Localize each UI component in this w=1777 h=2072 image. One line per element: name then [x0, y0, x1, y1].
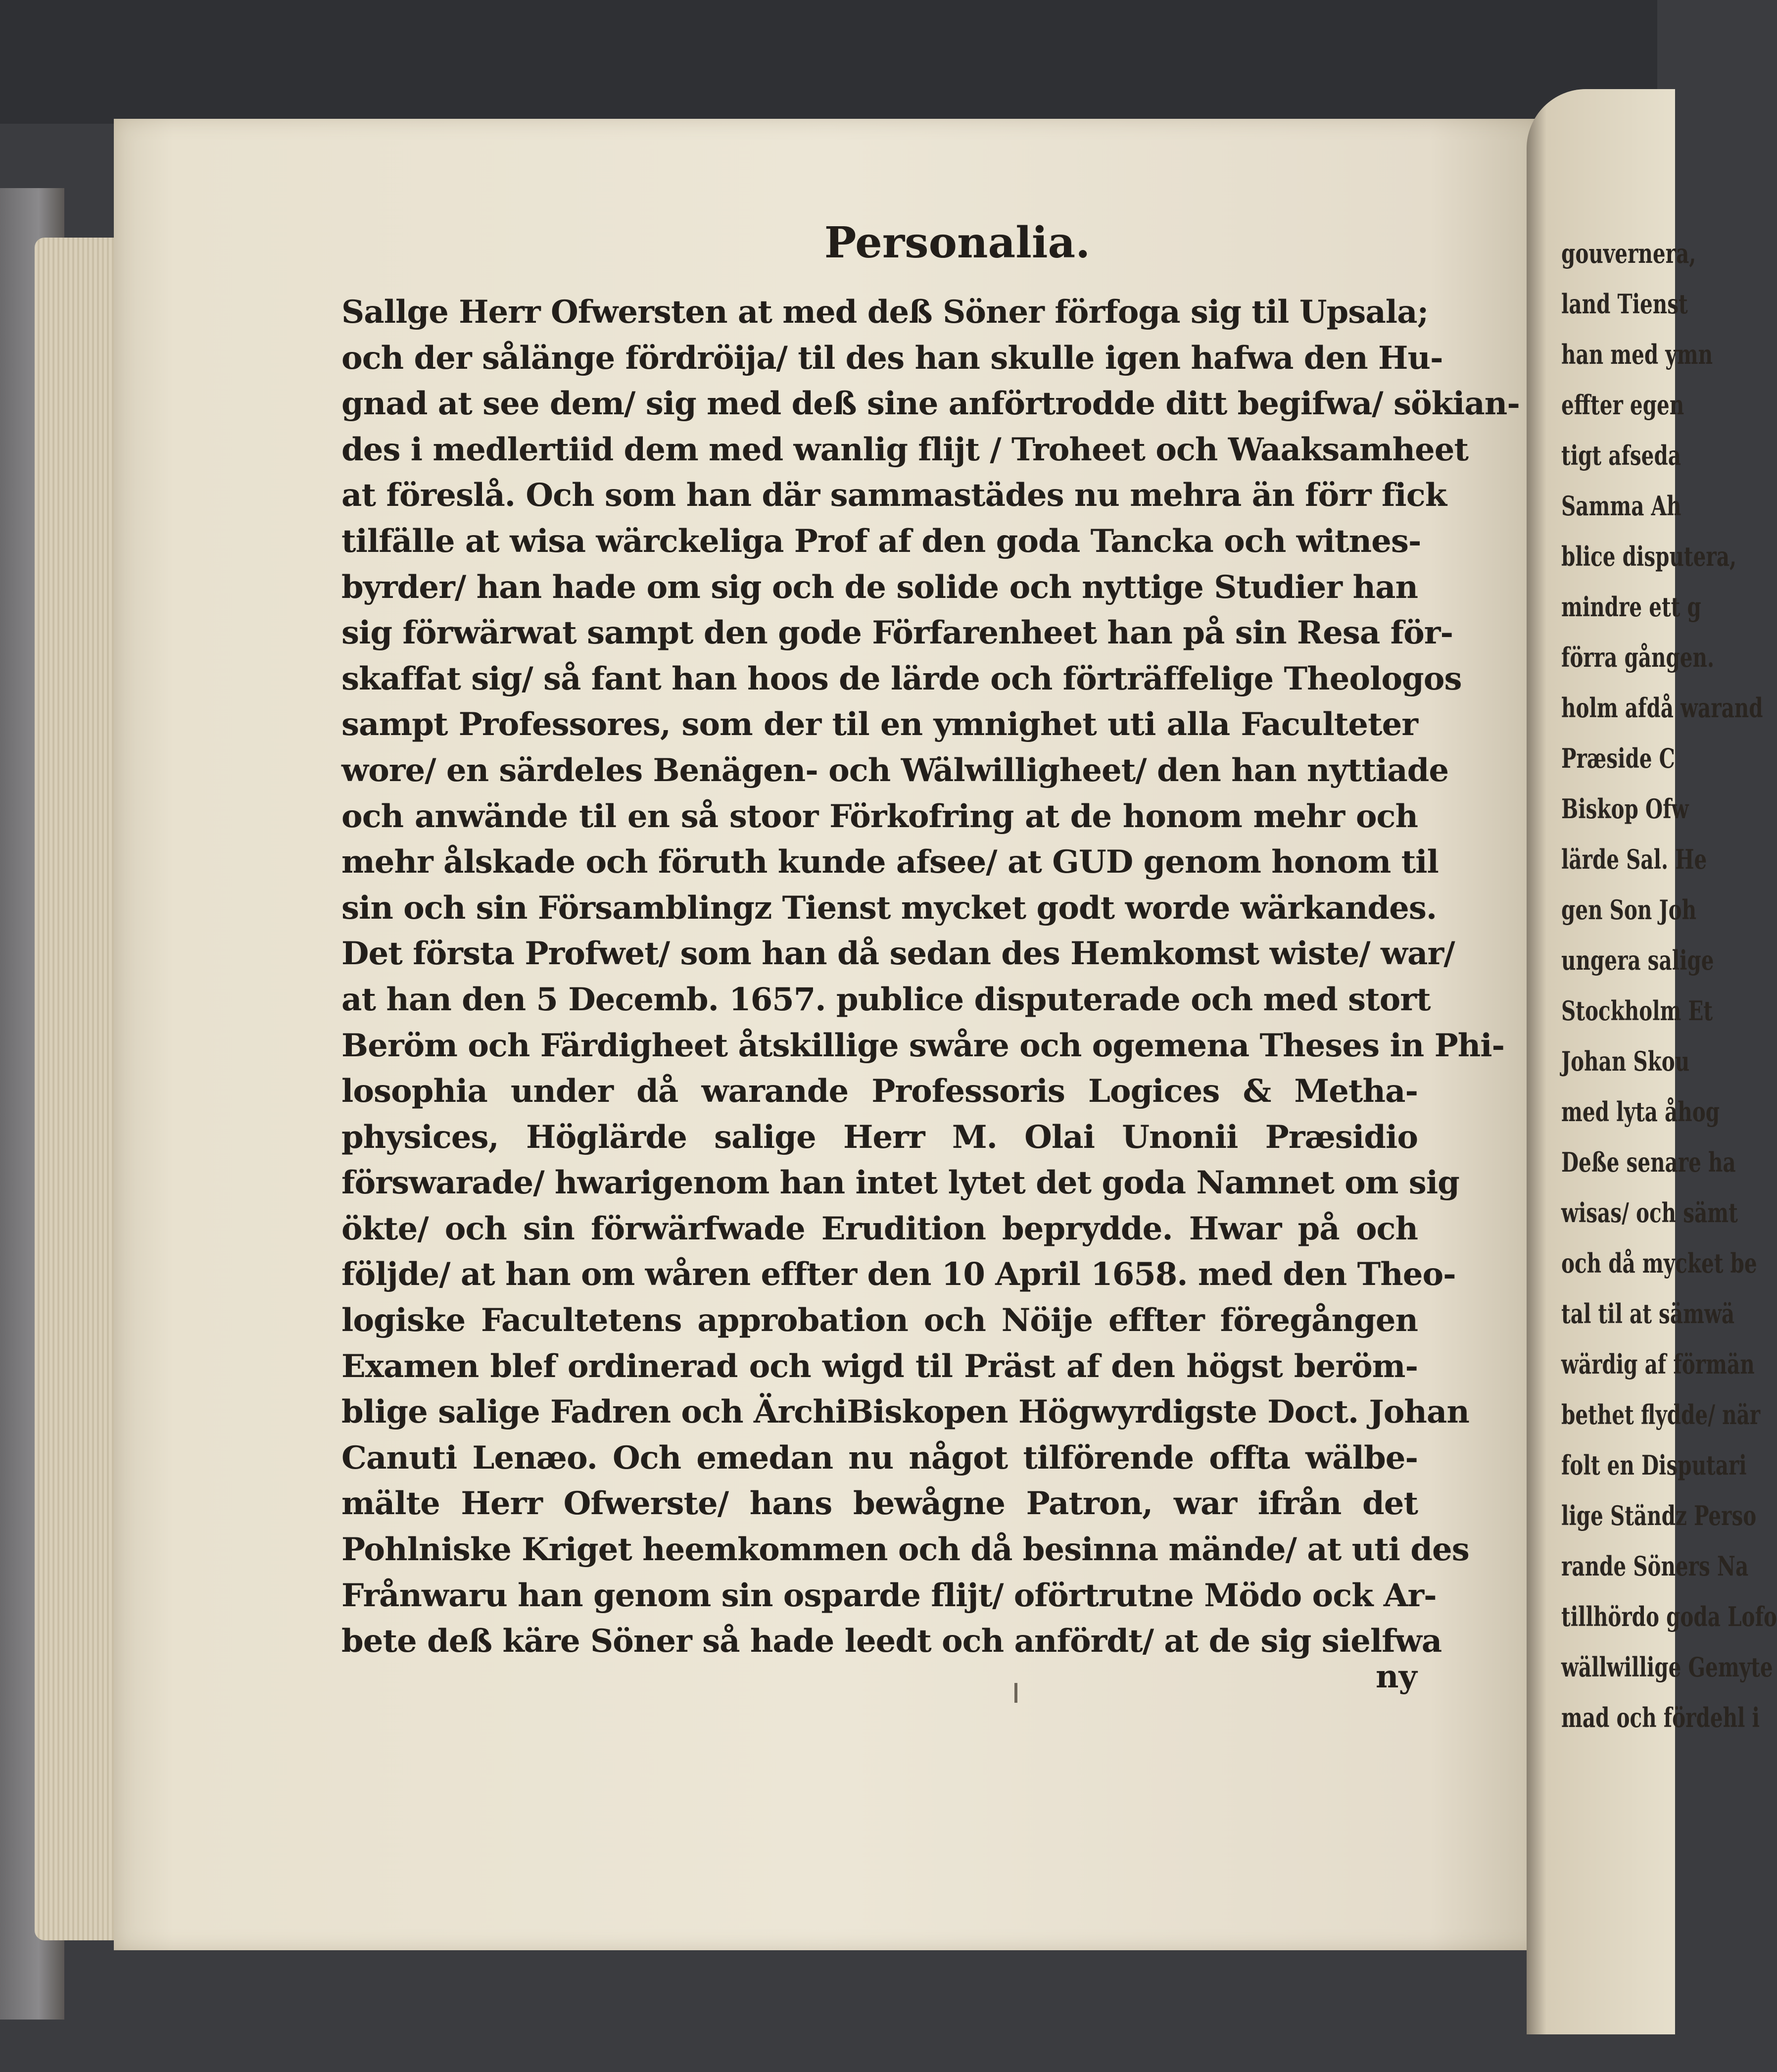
facing-page-line: wärdig af förmän	[1561, 1348, 1755, 1380]
text-line: ökte/ och sin förwärfwade Erudition beprydde. Hwar på och	[341, 1210, 1418, 1247]
text-line: sampt Professores, som der til en ymnighet uti alla Faculteter	[341, 706, 1418, 743]
facing-page-line: tal til at sämwä	[1561, 1298, 1735, 1330]
facing-page	[1527, 89, 1777, 2034]
text-line: sin och sin Församblingz Tienst mycket godt worde wärkandes.	[341, 889, 1437, 927]
facing-page-line: land Tienst	[1561, 288, 1688, 320]
facing-page-line: blice disputera,	[1561, 541, 1737, 572]
running-head: Personalia.	[824, 218, 1091, 268]
facing-page-line: Deße senare ha	[1561, 1146, 1736, 1178]
text-line: wore/ en särdeles Benägen- och Wälwilligheet/ den han nyttiade	[341, 751, 1449, 789]
facing-page-line: Stockholm Et	[1561, 995, 1713, 1027]
facing-page-line: lärde Sal. He	[1561, 843, 1707, 875]
facing-page-line: Præside C	[1561, 742, 1675, 774]
facing-page-line: Samma Ah	[1561, 490, 1681, 522]
catchword: ny	[1376, 1658, 1417, 1695]
text-line: Canuti Lenæo. Och emedan nu något tilförende offta wälbe-	[341, 1439, 1418, 1477]
facing-page-line: holm afdå warand	[1561, 692, 1763, 724]
text-line: mälte Herr Ofwerste/ hans bewågne Patron, war ifrån det	[341, 1485, 1418, 1523]
facing-page-line: förra gången.	[1561, 641, 1715, 673]
text-line: Beröm och Färdigheet åtskillige swåre och ogemena Theses in Phi-	[341, 1027, 1505, 1064]
facing-page-line: Johan Skou	[1561, 1045, 1690, 1077]
facing-page-line: wällwillige Gemyte	[1561, 1651, 1773, 1683]
facing-page-line: mindre ett g	[1561, 591, 1701, 623]
text-line: at han den 5 Decemb. 1657. publice disputerade och med stort	[341, 981, 1431, 1018]
text-line: följde/ at han om wåren effter den 10 April 1658. med den Theo-	[341, 1256, 1456, 1293]
text-line: och der sålänge fördröija/ til des han skulle igen hafwa den Hu-	[341, 339, 1443, 377]
text-line: tilfälle at wisa wärckeliga Prof af den goda Tancka och witnes-	[341, 522, 1421, 560]
text-line: gnad at see dem/ sig med deß sine anförtrodde ditt begifwa/ sökian-	[341, 385, 1520, 423]
text-line: mehr ålskade och föruth kunde afsee/ at GUD genom honom til	[341, 843, 1439, 881]
facing-page-line: gen Son Joh	[1561, 894, 1697, 926]
facing-page-line: tillhördo goda Lofo	[1561, 1601, 1777, 1632]
text-line: at föreslå. Och som han där sammastädes nu mehra än förr fick	[341, 477, 1447, 514]
text-line: Frånwaru han genom sin osparde flijt/ oförtrutne Mödo ock Ar-	[341, 1577, 1437, 1614]
text-line: losophia under då warande Professoris Logices & Metha-	[341, 1073, 1418, 1110]
text-line: blige salige Fadren och ÄrchiBiskopen Högwyrdigste Doct. Johan	[341, 1393, 1469, 1431]
text-line: Pohlniske Kriget heemkommen och då besinna mände/ at uti des	[341, 1531, 1469, 1569]
facing-page-line: mad och fördehl i	[1561, 1702, 1760, 1733]
text-line: physices, Höglärde salige Herr M. Olai Unonii Præsidio	[341, 1118, 1418, 1156]
facing-page-line: folt en Disputari	[1561, 1449, 1747, 1481]
text-line: Det första Profwet/ som han då sedan des Hemkomst wiste/ war/	[341, 935, 1455, 973]
text-line: Examen blef ordinerad och wigd til Präst af den högst beröm-	[341, 1347, 1418, 1385]
text-line: Sallge Herr Ofwersten at med deß Söner förfoga sig til Upsala;	[341, 294, 1429, 331]
facing-page-line: bethet flydde/ när	[1561, 1399, 1761, 1431]
facing-page-line: effter egen	[1561, 389, 1684, 421]
text-line: bete deß käre Söner så hade leedt och anfördt/ at de sig sielfwa	[341, 1623, 1442, 1660]
facing-page-line: lige Ständz Perso	[1561, 1500, 1757, 1531]
facing-page-line: rande Söners Na	[1561, 1550, 1749, 1582]
body-text	[341, 290, 1520, 1665]
background-top	[0, 0, 1657, 124]
facing-page-line: och då mycket be	[1561, 1247, 1757, 1279]
text-line: sig förwärwat sampt den gode Förfarenheet han på sin Resa för-	[341, 614, 1453, 652]
text-line: förswarade/ hwarigenom han intet lytet det goda Namnet om sig	[341, 1164, 1459, 1202]
ink-mark	[1014, 1683, 1017, 1703]
text-line: skaffat sig/ så fant han hoos de lärde och förträffelige Theologos	[341, 660, 1462, 697]
text-line: logiske Facultetens approbation och Nöije effter föregången	[341, 1302, 1418, 1339]
facing-page-line: med lyta åhog	[1561, 1096, 1720, 1128]
facing-page-line: Biskop Ofw	[1561, 793, 1689, 825]
facing-page-line: ungera salige	[1561, 944, 1714, 976]
text-line: byrder/ han hade om sig och de solide och nyttige Studier han	[341, 568, 1418, 606]
facing-page-line: han med ymn	[1561, 339, 1713, 370]
text-line: des i medlertiid dem med wanlig flijt / Troheet och Waaksamheet	[341, 431, 1469, 468]
text-line: och anwände til en så stoor Förkofring at de honom mehr och	[341, 797, 1418, 835]
facing-page-line: tigt afseda	[1561, 440, 1681, 471]
facing-page-line: wisas/ och sämt	[1561, 1197, 1738, 1229]
facing-page-line: gouvernera,	[1561, 238, 1696, 269]
